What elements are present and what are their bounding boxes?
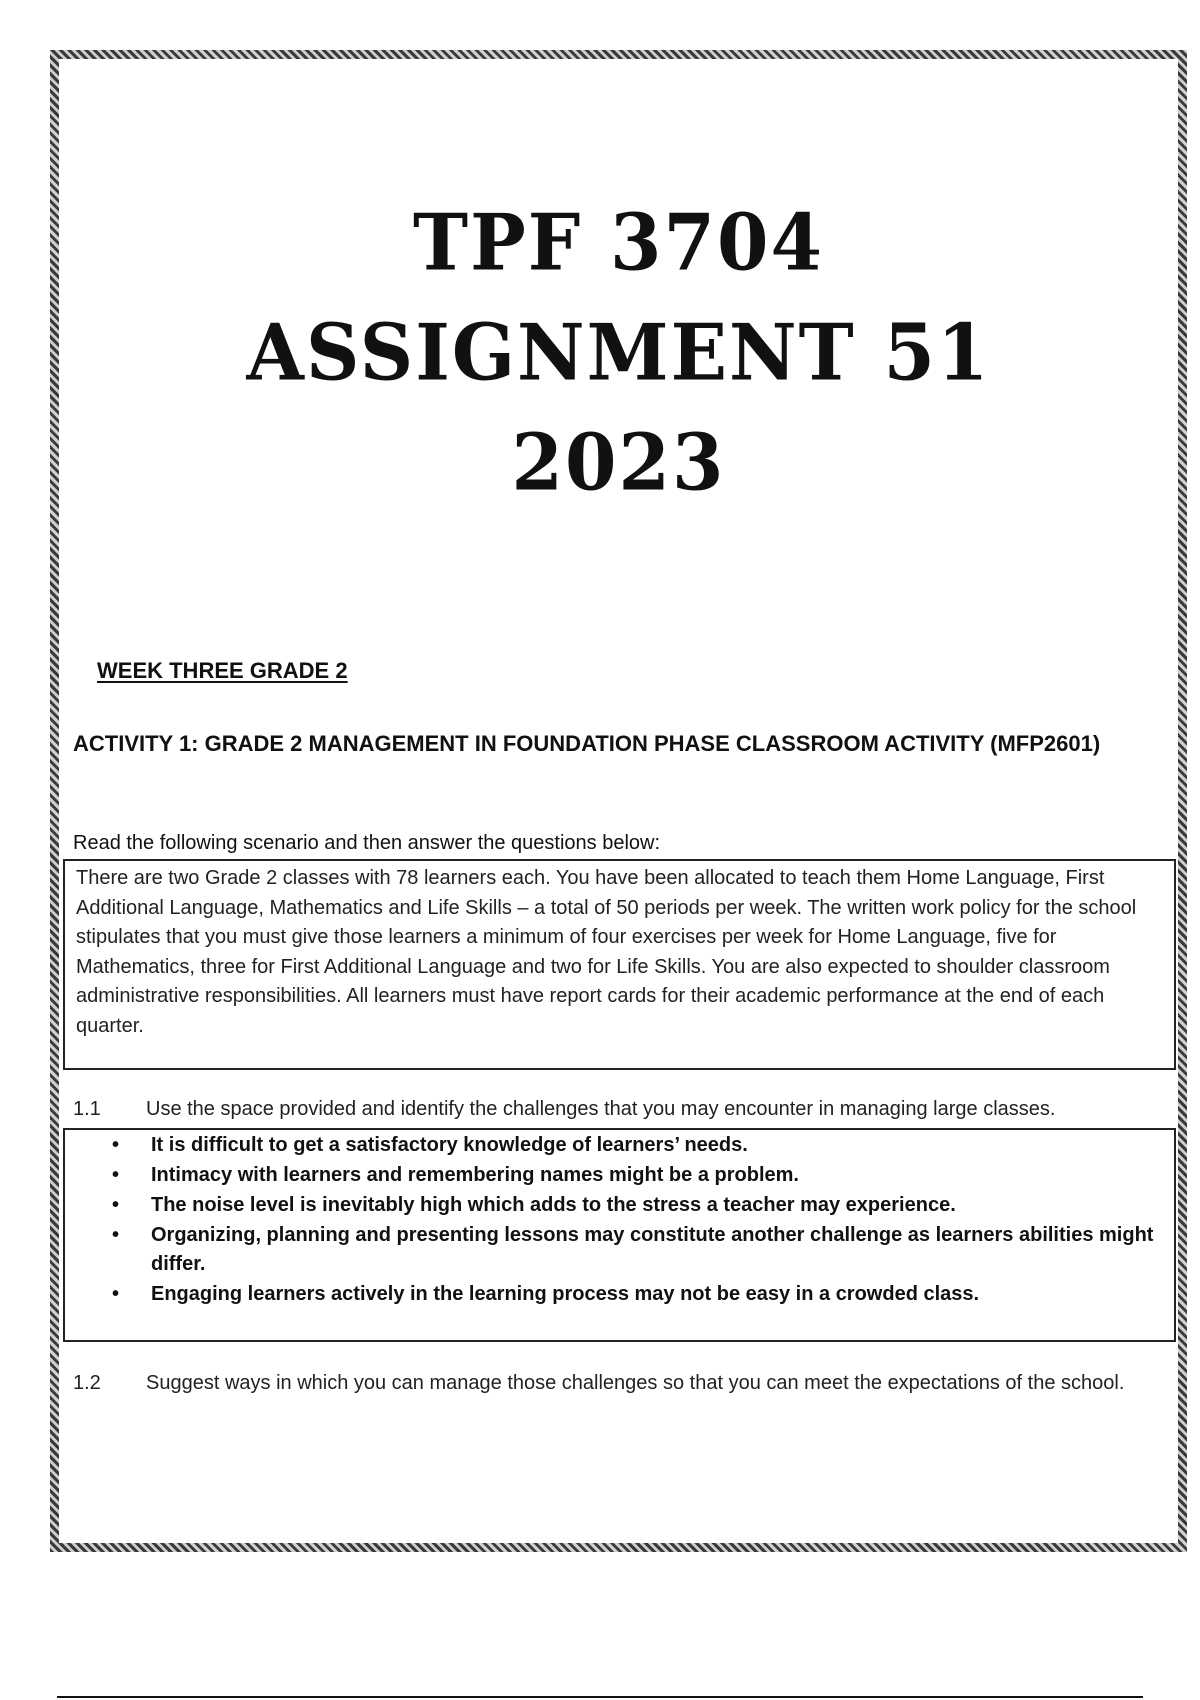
title-assignment: ASSIGNMENT 51: [246, 307, 991, 399]
answer-text: It is difficult to get a satisfactory knowledge of learners’ needs.: [151, 1134, 748, 1156]
list-item: [112, 1191, 1154, 1220]
footer-divider: [57, 1696, 1143, 1698]
bullet-icon: •: [112, 1194, 120, 1216]
list-item: [112, 1280, 1154, 1309]
activity-heading: ACTIVITY 1: GRADE 2 MANAGEMENT IN FOUNDATION PHASE CLASSROOM ACTIVITY (MFP2601): [73, 731, 1101, 756]
answer-text: Organizing, planning and presenting lessons may constitute another challenge as learners abilities might differ.: [151, 1224, 1154, 1275]
document-title: [50, 188, 1187, 518]
bullet-icon: •: [112, 1283, 120, 1305]
question-number: 1.2: [73, 1372, 101, 1394]
list-item: [112, 1221, 1154, 1279]
bullet-icon: •: [112, 1164, 120, 1186]
instruction-text: Read the following scenario and then answer the questions below:: [73, 832, 661, 854]
scenario-box: There are two Grade 2 classes with 78 learners each. You have been allocated to teach them Home Language, First Additional Language, Mathematics and Life Skills – a total of 50 periods per week. The written work policy for the school stipulates that you must give those learners a minimum of four exercises per week for Home Language, five for Mathematics, three for First Additional Language and two for Life Skills. You are also expected to shoulder classroom administrative responsibilities. All learners must have report cards for their academic performance at the end of each quarter.: [63, 859, 1176, 1070]
answers-list: [112, 1131, 1154, 1309]
answer-text: Engaging learners actively in the learning process may not be easy in a crowded class.: [151, 1283, 980, 1305]
answer-text: Intimacy with learners and remembering names might be a problem.: [151, 1164, 799, 1186]
question-number: 1.1: [73, 1098, 101, 1120]
list-item: [112, 1131, 1154, 1160]
question-text: Use the space provided and identify the challenges that you may encounter in managing large classes.: [146, 1098, 1056, 1120]
answer-text: The noise level is inevitably high which adds to the stress a teacher may experience.: [151, 1194, 956, 1216]
title-year: 2023: [511, 417, 726, 509]
week-heading: WEEK THREE GRADE 2: [97, 658, 348, 683]
question-1-1: [73, 1095, 1163, 1124]
bullet-icon: •: [112, 1224, 120, 1246]
list-item: [112, 1161, 1154, 1190]
question-1-2: [73, 1369, 1163, 1398]
answers-box: [63, 1128, 1176, 1342]
question-text: Suggest ways in which you can manage those challenges so that you can meet the expectations of the school.: [146, 1372, 1125, 1394]
bullet-icon: •: [112, 1134, 120, 1156]
title-course-code: TPF 3704: [413, 197, 824, 289]
